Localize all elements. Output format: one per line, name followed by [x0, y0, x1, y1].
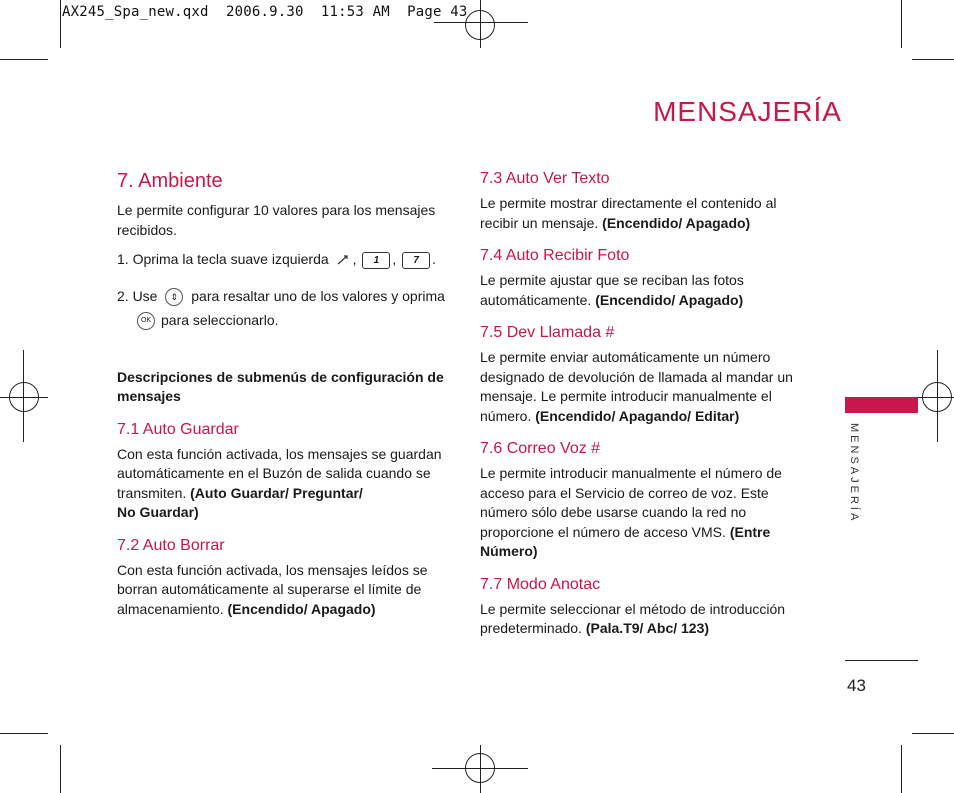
- crop-mark: [901, 0, 902, 48]
- item-body-auto-ver-texto: Le permite mostrar directamente el contenido al recibir un mensaje. (Encendido/ Apagado): [480, 195, 777, 231]
- item-title-auto-borrar: 7.2 Auto Borrar: [117, 536, 225, 554]
- page-number: 43: [847, 676, 866, 695]
- left-column: [117, 170, 449, 619]
- registration-mark: [432, 768, 528, 769]
- submenu-description: Descripciones de submenús de configuración de mensajes: [117, 368, 444, 404]
- crop-mark: [912, 59, 954, 60]
- item-title-auto-guardar: 7.1 Auto Guardar: [117, 420, 239, 438]
- crop-mark: [0, 733, 48, 734]
- section-heading: 7. Ambiente: [117, 170, 223, 192]
- step-1-text: 1. Oprima la tecla suave izquierda: [117, 251, 329, 267]
- side-tab-label: MENSAJERÍA: [848, 423, 860, 524]
- item-title-dev-llamada: 7.5 Dev Llamada #: [480, 324, 615, 341]
- crop-mark: [912, 733, 954, 734]
- registration-mark: [480, 0, 481, 48]
- step-2-middle: para resaltar uno de los valores y oprima: [191, 287, 445, 304]
- navigation-key-icon: ⇕: [165, 288, 183, 306]
- crop-mark: [901, 745, 902, 793]
- item-title-modo-anotac: 7.7 Modo Anotac: [480, 575, 601, 593]
- item-body-modo-anotac: Le permite seleccionar el método de introducción predeterminado. (Pala.T9/ Abc/ 123): [480, 600, 786, 636]
- crop-mark: [0, 59, 48, 60]
- item-title-correo-voz: 7.6 Correo Voz #: [480, 440, 601, 457]
- period: .: [432, 251, 437, 267]
- separator: ,: [392, 251, 397, 267]
- key-1-icon: 1: [362, 252, 390, 269]
- key-7-icon: 7: [402, 252, 430, 269]
- step-2-text: 2. Use: [117, 287, 158, 304]
- crop-mark: [60, 745, 61, 793]
- item-body-correo-voz: Le permite introducir manualmente el número de acceso para el Servicio de correo de voz. Este número sólo debe usarse cuando la red no proporcione el número de acceso VMS. (Entre Número): [480, 465, 782, 559]
- item-title-auto-ver-texto: 7.3 Auto Ver Texto: [480, 170, 610, 187]
- registration-mark: [937, 350, 938, 442]
- registration-mark: [0, 397, 48, 398]
- step-2: [117, 284, 449, 332]
- left-soft-key-icon: [336, 253, 350, 267]
- ok-key-icon: OK: [137, 312, 155, 330]
- section-intro: Le permite configurar 10 valores para los mensajes recibidos.: [117, 202, 436, 238]
- side-tab-bar: [845, 397, 918, 413]
- step-2-end: para seleccionarlo.: [161, 311, 279, 328]
- page-title: MENSAJERÍA: [653, 96, 842, 127]
- step-1: [117, 250, 449, 270]
- footer-rule: [845, 660, 918, 661]
- separator: ,: [352, 251, 357, 267]
- right-column: [480, 170, 815, 639]
- registration-mark: [480, 745, 481, 793]
- registration-mark: [23, 350, 24, 442]
- item-body-dev-llamada: Le permite enviar automáticamente un número designado de devolución de llamada al mandar un mensaje. Le permite introducir manualmente el número. (Encendido/ Apagando/ Editar): [480, 349, 793, 424]
- item-title-auto-recibir-foto: 7.4 Auto Recibir Foto: [480, 247, 630, 264]
- crop-mark: [60, 0, 61, 48]
- item-body-auto-guardar: Con esta función activada, los mensajes se guardan automáticamente en el Buzón de salida cuando se transmiten. (Auto Guardar/ Preguntar/ No Guardar): [117, 445, 442, 520]
- item-body-auto-borrar: Con esta función activada, los mensajes leídos se borran automáticamente al superarse el límite de almacenamiento. (Encendido/ Apagado): [117, 561, 428, 617]
- item-body-auto-recibir-foto: Le permite ajustar que se reciban las fotos automáticamente. (Encendido/ Apagado): [480, 272, 744, 308]
- file-info-header: AX245_Spa_new.qxd 2006.9.30 11:53 AM Page 43: [62, 4, 468, 20]
